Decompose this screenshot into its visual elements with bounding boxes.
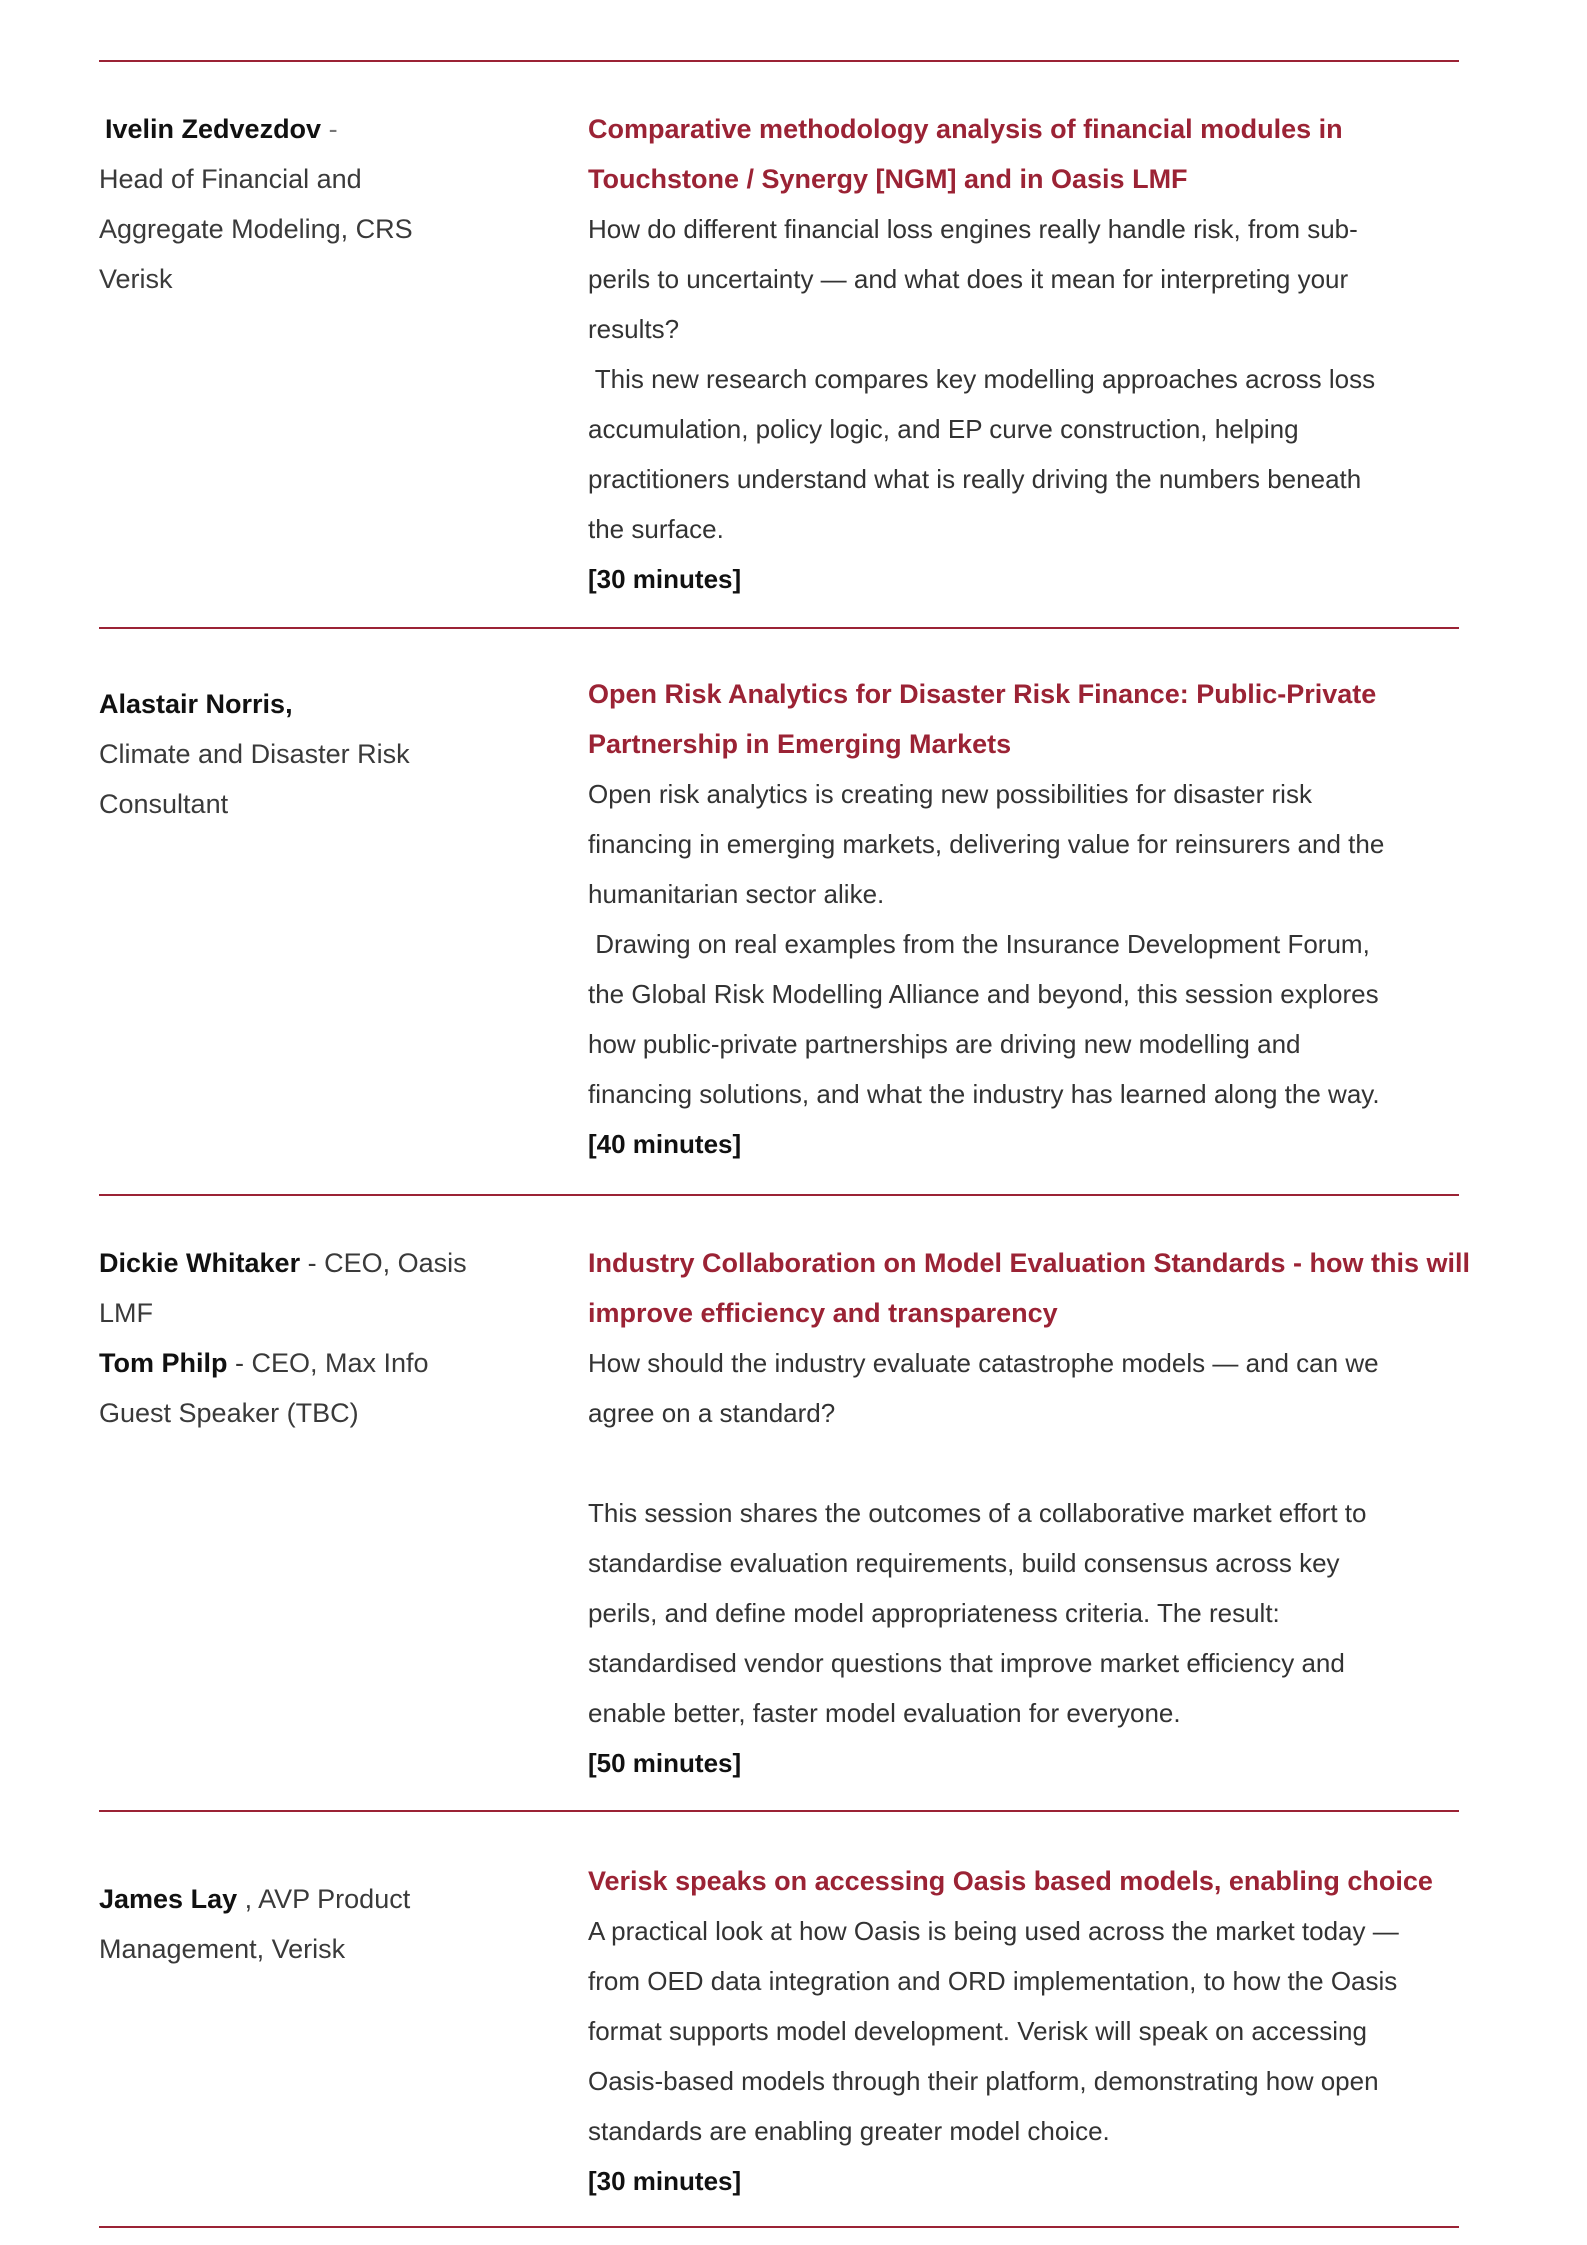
session-row — [99, 1196, 1471, 1810]
session-description: format supports model development. Verisk will speak on accessing — [588, 2016, 1367, 2046]
agenda — [99, 60, 1471, 2228]
paragraph-gap — [588, 1438, 1470, 1488]
speaker-role: Consultant — [99, 789, 229, 819]
session-description: How should the industry evaluate catastrophe models — and can we — [588, 1348, 1379, 1378]
speaker-name: James Lay — [99, 1884, 238, 1914]
session-description: accumulation, policy logic, and EP curve construction, helping — [588, 414, 1299, 444]
session-description: A practical look at how Oasis is being used across the market today — — [588, 1916, 1399, 1946]
session-title: improve efficiency and transparency — [588, 1298, 1058, 1328]
session-description: humanitarian sector alike. — [588, 879, 885, 909]
speaker-company: Verisk — [99, 264, 173, 294]
speaker-block: Ivelin Zedvezdov - Head of Financial and Aggregate Modeling, CRS Verisk — [99, 62, 588, 627]
speaker-block — [99, 1196, 588, 1810]
session-description: practitioners understand what is really driving the numbers beneath — [588, 464, 1362, 494]
session-description: financing solutions, and what the industry has learned along the way. — [588, 1079, 1380, 1109]
session-description: the surface. — [588, 514, 724, 544]
session-description: standardise evaluation requirements, build consensus across key — [588, 1548, 1340, 1578]
speaker-company: LMF — [99, 1298, 153, 1328]
session-row — [99, 62, 1459, 627]
speaker-role: - CEO, Max Info — [227, 1348, 429, 1378]
speaker-role: Aggregate Modeling, CRS — [99, 214, 413, 244]
speaker-block — [99, 1812, 588, 2226]
speaker-role: Climate and Disaster Risk — [99, 739, 410, 769]
session-description: standards are enabling greater model choice. — [588, 2116, 1110, 2146]
session-description: agree on a standard? — [588, 1398, 836, 1428]
speaker-name: Ivelin Zedvezdov — [105, 114, 322, 144]
session-description: Oasis-based models through their platform, demonstrating how open — [588, 2066, 1379, 2096]
speaker-role: Head of Financial and — [99, 164, 362, 194]
speaker-name: Tom Philp — [99, 1348, 228, 1378]
session-block — [588, 629, 1459, 1194]
session-duration: [50 minutes] — [588, 1748, 742, 1778]
session-block — [588, 1196, 1470, 1810]
session-title: Open Risk Analytics for Disaster Risk Finance: Public-Private — [588, 679, 1377, 709]
speaker-name: Dickie Whitaker — [99, 1248, 301, 1278]
session-description: perils to uncertainty — and what does it mean for interpreting your — [588, 264, 1349, 294]
session-title: Industry Collaboration on Model Evaluation Standards - how this will — [588, 1248, 1471, 1278]
session-description: the Global Risk Modelling Alliance and beyond, this session explores — [588, 979, 1379, 1009]
session-duration: [40 minutes] — [588, 1129, 742, 1159]
session-description: Drawing on real examples from the Insurance Development Forum, — [588, 929, 1370, 959]
session-description: Open risk analytics is creating new possibilities for disaster risk — [588, 779, 1312, 809]
session-description: perils, and define model appropriateness criteria. The result: — [588, 1598, 1280, 1628]
divider — [99, 2226, 1459, 2228]
session-block — [588, 1812, 1459, 2226]
session-description: enable better, faster model evaluation for everyone. — [588, 1698, 1181, 1728]
session-description: results? — [588, 314, 680, 344]
speaker-role: Management, Verisk — [99, 1934, 346, 1964]
session-title: Touchstone / Synergy [NGM] and in Oasis LMF — [588, 164, 1188, 194]
session-title: Verisk speaks on accessing Oasis based models, enabling choice — [588, 1866, 1433, 1896]
session-description: This session shares the outcomes of a collaborative market effort to — [588, 1498, 1367, 1528]
speaker-role: , AVP Product — [237, 1884, 411, 1914]
session-title: Partnership in Emerging Markets — [588, 729, 1012, 759]
session-description: This new research compares key modelling approaches across loss — [588, 364, 1376, 394]
session-description: from OED data integration and ORD implementation, to how the Oasis — [588, 1966, 1398, 1996]
session-description: How do different financial loss engines really handle risk, from sub- — [588, 214, 1358, 244]
speaker-role: Guest Speaker (TBC) — [99, 1398, 359, 1428]
session-row — [99, 629, 1459, 1194]
session-description: standardised vendor questions that improve market efficiency and — [588, 1648, 1345, 1678]
session-block — [588, 62, 1459, 627]
speaker-name: Alastair Norris, — [99, 689, 293, 719]
speaker-role: - CEO, Oasis — [300, 1248, 467, 1278]
session-title: Comparative methodology analysis of financial modules in — [588, 114, 1343, 144]
session-duration: [30 minutes] — [588, 2166, 742, 2196]
session-description: financing in emerging markets, delivering value for reinsurers and the — [588, 829, 1385, 859]
session-row — [99, 1812, 1459, 2226]
session-description: how public-private partnerships are driving new modelling and — [588, 1029, 1301, 1059]
speaker-block — [99, 629, 588, 1194]
session-duration: [30 minutes] — [588, 564, 742, 594]
